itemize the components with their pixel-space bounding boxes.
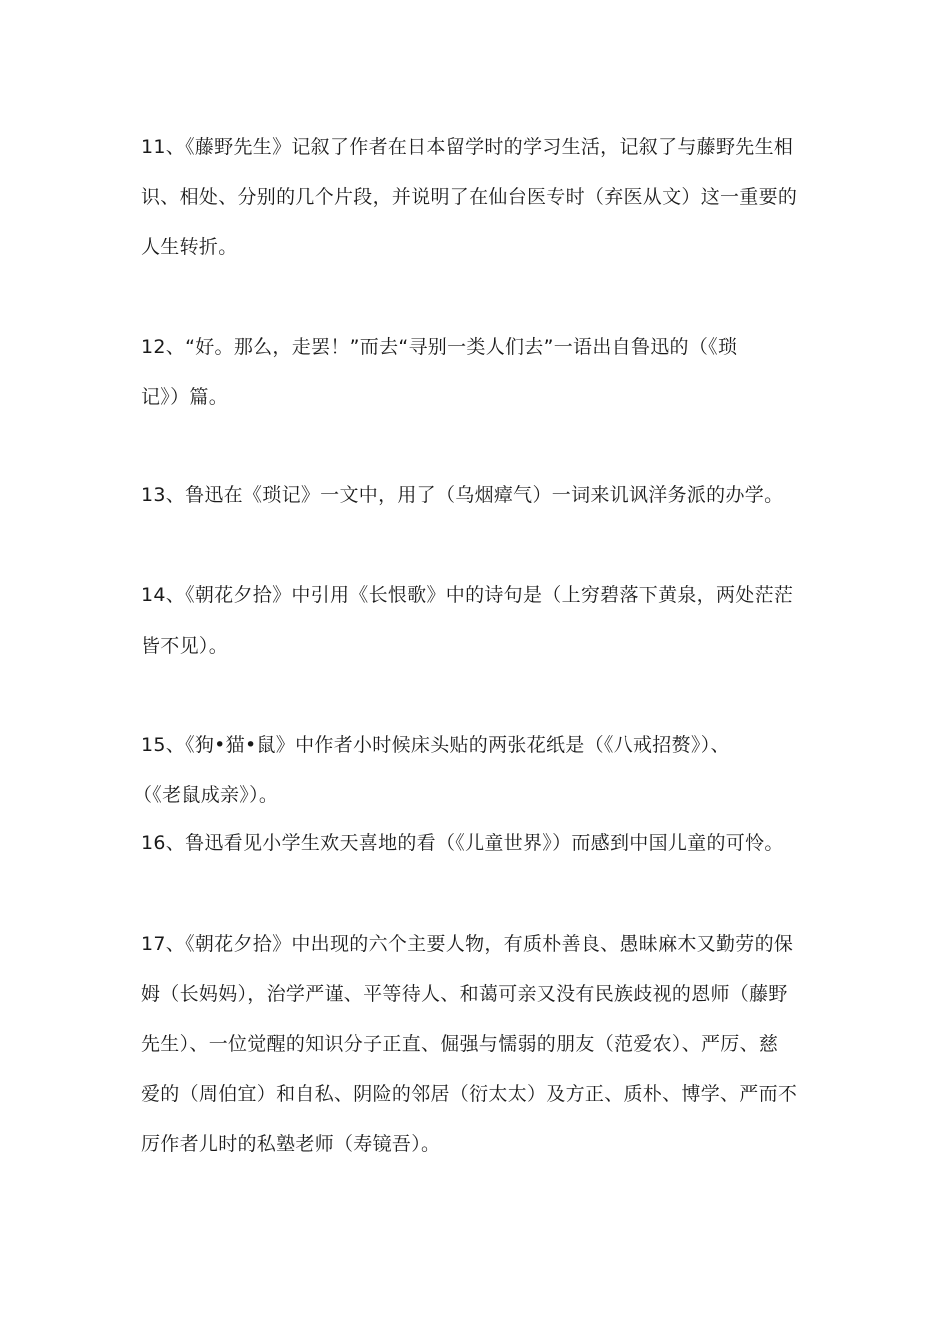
item-14-line-1: 14、《朝花夕拾》中引用《长恨歌》中的诗句是（上穷碧落下黄泉，两处茫茫 — [141, 584, 794, 606]
item-17-line-4: 爱的（周伯宜）和自私、阴险的邻居（衍太太）及方正、质朴、博学、严而不 — [141, 1083, 798, 1105]
item-15-line-2: （《老鼠成亲》）。 — [133, 784, 279, 806]
item-11-line-1: 11、《藤野先生》记叙了作者在日本留学时的学习生活，记叙了与藤野先生相 — [141, 136, 794, 158]
item-15-line-1: 15、《狗•猫•鼠》中作者小时候床头贴的两张花纸是（《八戒招赘》）、 — [141, 734, 730, 756]
item-14-line-2: 皆不见）。 — [141, 635, 229, 657]
item-11-line-3: 人生转折。 — [141, 236, 238, 258]
item-17-line-2: 姆（长妈妈），治学严谨、平等待人、和蔼可亲又没有民族歧视的恩师（藤野 — [141, 983, 788, 1005]
item-13-line-1: 13、鲁迅在《琐记》一文中，用了（乌烟瘴气）一词来讥讽洋务派的办学。 — [141, 484, 784, 506]
item-12-line-1: 12、“好。那么，走罢！”而去“寻别一类人们去”一语出自鲁迅的（《琐 — [141, 336, 738, 358]
item-12-line-2: 记》）篇。 — [141, 386, 229, 408]
item-17-line-3: 先生）、一位觉醒的知识分子正直、倔强与懦弱的朋友（范爱农）、严厉、慈 — [141, 1033, 779, 1055]
item-16-line-1: 16、鲁迅看见小学生欢天喜地的看（《儿童世界》）而感到中国儿童的可怜。 — [141, 832, 784, 854]
item-17-line-5: 厉作者儿时的私塾老师（寿镜吾）。 — [141, 1133, 441, 1155]
item-17-line-1: 17、《朝花夕拾》中出现的六个主要人物，有质朴善良、愚昧麻木又勤劳的保 — [141, 933, 794, 955]
item-11-line-2: 识、相处、分别的几个片段，并说明了在仙台医专时（弃医从文）这一重要的 — [141, 186, 798, 208]
